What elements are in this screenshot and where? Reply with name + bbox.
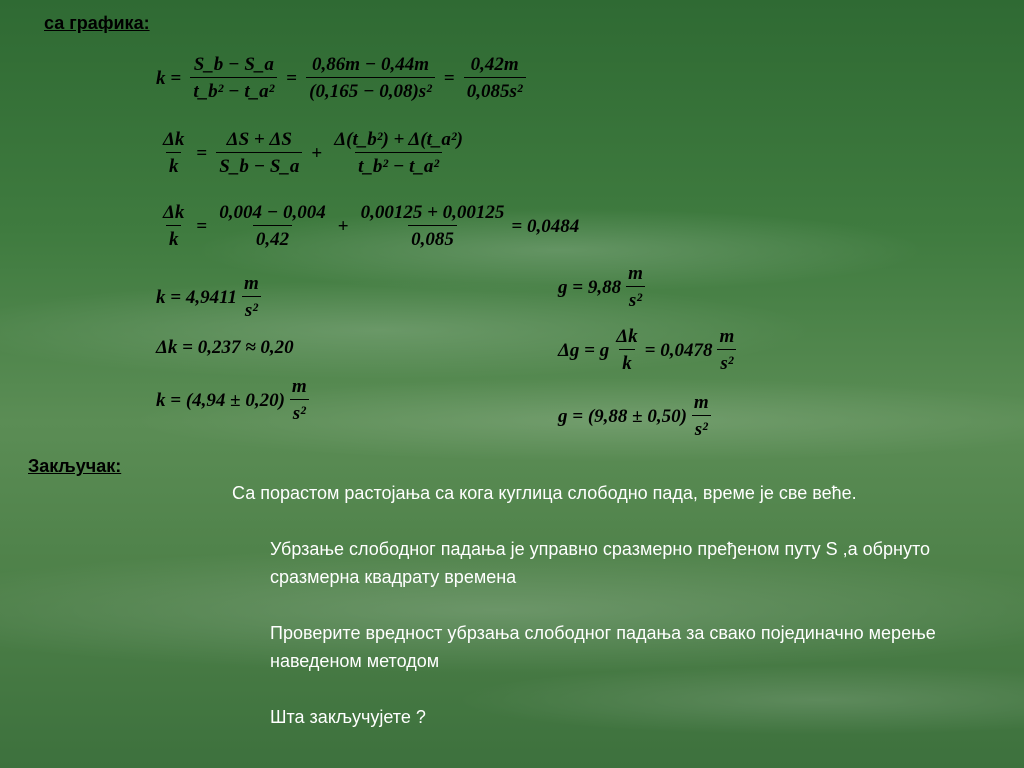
denominator: k [166,152,182,176]
numerator: 0,42m [470,54,519,75]
denominator: t_b² − t_a² [355,152,442,176]
unit-denominator: s² [626,286,645,310]
g-final [558,393,716,439]
unit-denominator: s² [692,415,711,439]
k-symbol: k [156,67,166,89]
fraction-time [331,130,466,176]
numerator: Δk [616,326,638,347]
delta-g-lhs: Δg = g [558,339,610,361]
lhs-fraction [160,130,187,176]
unit-numerator: m [628,263,643,284]
unit-numerator: m [291,376,307,397]
conclusion-text [232,479,972,759]
unit-fraction [717,327,738,373]
conclusion-paragraph-1: Са порастом растојања са кога куглица слободно пада, време је све веће. [232,483,857,503]
equals-sign: = [170,67,182,89]
denominator: 0,085 [408,225,457,249]
equation-relative-error-numeric [156,203,579,249]
denominator: t_b² − t_a² [190,77,277,101]
conclusion-paragraph-4: Шта закључујете ? [270,707,426,727]
numerator: Δk [163,129,185,150]
equals-sign: = [196,142,208,164]
denominator: k [619,349,635,373]
unit-denominator: s² [242,296,261,320]
numerator: 0,86m − 0,44m [311,54,430,75]
unit-fraction [625,264,646,310]
numerator: S_b − S_a [193,54,274,75]
numerator: 0,00125 + 0,00125 [360,202,505,223]
unit-fraction [691,393,712,439]
numerator: 0,004 − 0,004 [219,202,326,223]
delta-g [558,327,741,373]
fraction-distance [216,130,302,176]
denominator: 0,085s² [464,77,526,101]
numerator: Δ(t_b²) + Δ(t_a²) [334,129,463,150]
conclusion-paragraph-2: Убрзање слободног падања је управно сразмерно пређеном путу S ,а обрнуто сразмерна квадрату времена [270,539,930,587]
equals-sign: = [286,67,298,89]
equals-sign: = [196,215,208,237]
unit-denominator: s² [717,349,736,373]
g-value-text: g = 9,88 [558,276,622,298]
denominator: k [166,225,182,249]
delta-k: Δk = 0,237 ≈ 0,20 [156,337,294,358]
numerator: ΔS + ΔS [226,129,292,150]
relative-error-result: = 0,0484 [511,215,580,237]
denominator: (0,165 − 0,08)s² [306,77,435,101]
g-value [558,264,650,310]
k-value [156,274,266,320]
numerator: Δk [163,202,185,223]
fraction-result [464,55,526,101]
fraction-distance-values [216,203,329,249]
equation-relative-error [156,130,470,176]
delta-g-value: = 0,0478 [644,339,713,361]
unit-fraction [241,274,262,320]
conclusion-paragraph-3: Проверите вредност убрзања слободног падања за свако појединачно мерење наведеном методом [270,623,936,671]
fraction-symbolic [190,55,277,101]
unit-numerator: m [719,326,735,347]
unit-numerator: m [693,392,709,413]
plus-sign: + [311,142,323,164]
k-final-text: k = (4,94 ± 0,20) [156,389,285,411]
fraction-time-values [358,203,508,249]
denominator: 0,42 [253,225,292,249]
unit-denominator: s² [290,399,309,423]
conclusion-heading: Закључак: [28,456,122,476]
relative-error-fraction [613,327,640,373]
lhs-fraction [160,203,187,249]
fraction-numeric [306,55,435,101]
unit-numerator: m [244,273,259,294]
k-final [156,377,314,423]
unit-fraction [289,377,310,423]
equation-k [156,55,530,101]
g-final-text: g = (9,88 ± 0,50) [558,405,687,427]
denominator: S_b − S_a [216,152,302,176]
plus-sign: + [337,215,349,237]
equals-sign: = [443,67,455,89]
k-value-text: k = 4,9411 [156,286,238,308]
graph-heading: са графика: [44,13,150,33]
